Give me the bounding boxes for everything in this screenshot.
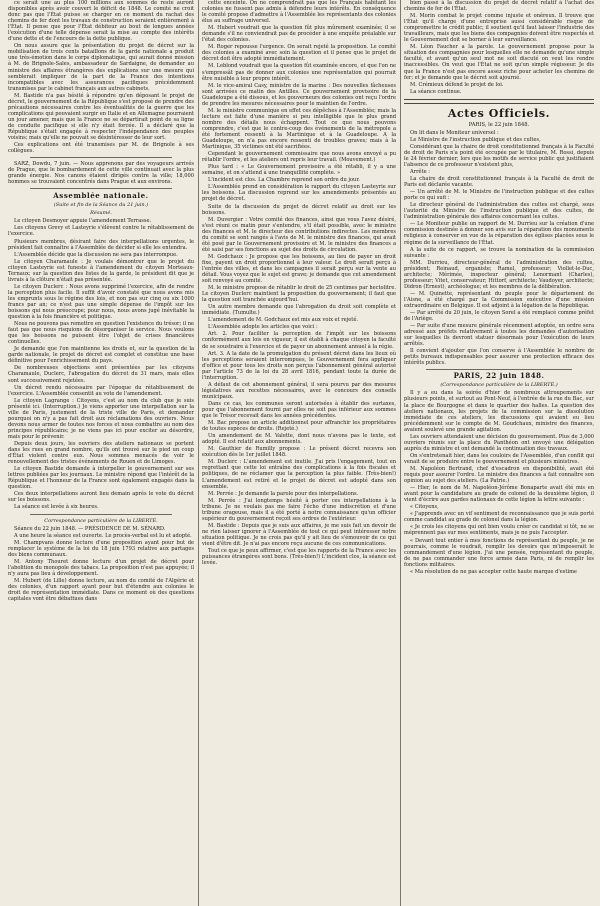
paragraph: Il y a eu dans la soirée d'hier de nombreux attroupements sur plusieurs points, et surtout au Pont-Neuf, à l'entrée de la rue du Bac, sur la place de Bourgogne et dans le quartier des halles. La question des ateliers nationaux, les projets de la commission sur la dissolution immédiate de ces ateliers, les discussions qui avaient eu lieu précédemment sur le compte de M. Goudchaux, ministre des finances, avaient soulevé une grande agitation.: [404, 390, 594, 433]
paragraph: M. le vice-amiral Casy, ministre de la marine : Des nouvelles fâcheuses sont arrivées ce matin des Antilles. Ce gouvernement provisoire de la Guadeloupe a été dissous, et les gouverneurs des colonies ont reçu l'ordre de prendre les mesures nécessaires pour le maintien de l'ordre.: [202, 82, 396, 107]
paragraph: M. Morin combat le projet comme injuste et onéreux. Il trouve que l'État qu'il charge d'une entreprise aussi considérable risque de compromettre le crédit public; il soutient qu'il faut laisser l'industrie des travailleurs, mais que les biens des compagnies doivent être respectés et le Gouvernement doit se borner à leur surveillance.: [404, 13, 594, 44]
paragraph: On nous assure que la présentation du projet de décret sur la mobilisation de trois cents bataillons de la garde nationale a produit une très-émotion dans le corps diplomatique, qui aurait donné mission à M. de Brignole-Sales, ambassadeur de Sardaigne, de demander au ministre des affaires étrangères des explications sur une mesure qui semblerait impliquer de la part de la France des intentions incompatibles avec les assurances pacifiques précédemment transmises par le cabinet français aux autres cabinets.: [8, 43, 194, 92]
paragraph: — M. Quinette, représentant du peuple pour le département de l'Aisne, a été chargé par la Commission exécutive d'une mission extraordinaire en Belgique. Il est adjoint à la légation de la République.: [404, 290, 594, 309]
paragraph: La séance continue.: [410, 88, 462, 95]
paragraph: — Hier, le nom de M. Napoléon-Jérôme Bonaparte avait été mis en avant pour la candidature au grade de colonel de la deuxième légion, il vient d'écrire aux gardes nationaux de cette légion la lettre suivante :: [404, 485, 594, 504]
paragraph: Je demande que l'on maintienne les droits et, sur la question de la garde nationale, le projet de décret est complet et constitue une base définitive pour l'enrichissement du pays.: [8, 346, 194, 365]
section-heading-actes: Actes Officiels.: [447, 106, 551, 120]
paragraph: M. le ministre communique en effet ces dépêches à l'Assemblée; mais la lecture est faite d'une manière si peu intelligible que le plus grand nombre des détails nous échappent. Tout ce que nous pouvons comprendre, c'est que le contre-coup des événements de la métropole a été fortement ressenti à la Martinique et à la Guadeloupe. A la Guadeloupe, on n'a pas encore ressenti de troubles graves; mais à la Martinique, 35 victimes ont été sacrifiées.: [202, 107, 396, 151]
paragraph: A la suite de ce rapport, se trouve la nomination de la commission suivante :: [404, 246, 594, 259]
paragraph: L'Assemblée adopte les articles que voici :: [208, 324, 318, 331]
paragraph: Art. 3. A la date de la promulgation du présent décret dans les lieux où les perceptions seraient interrompues, le Gouvernement fera appliquer d'office et pour tous les droits non perçus l'abonnement général autorisé par l'article 73 de la loi du 28 avril 1816, pendant toute la durée de l'interruption.: [202, 350, 396, 381]
paragraph: M. Napoléon Bertrand, chef d'escadron en disponibilité, avait été requis pour assurer l'ordre. Le ministre des finances a fait connaître son opinion au sujet des ateliers. (La Patrie.): [404, 466, 594, 485]
paragraph: Plusieurs membres, désirant faire des interpellations urgentes, le président fait connaître à l'Assemblée de décider si elle les entendra.: [8, 238, 194, 251]
paragraph: M. Leblond voudrait que la question fût examinée encore, et que l'on ne s'empressât pas de donner aux colonies une représentation qui pourrait être nuisible à leur propre intérêt.: [202, 63, 396, 82]
paragraph: « J'apprends avec un vif sentiment de reconnaissance que je suis porté comme candidat au grade de colonel dans la légion.: [404, 511, 594, 524]
column-right: [404, 0, 594, 906]
paragraph: M. le ministre propose de rétablir le droit de 25 centimes par hectolitre. Le citoyen Duclerc maintient la proposition du gouvernement; il faut que la question soit tranchée aujourd'hui.: [202, 285, 396, 304]
section-heading-assemblee: Assemblée nationale.: [53, 191, 149, 201]
paragraph: La séance est levée à six heures.: [14, 504, 99, 511]
section-subtitle: (Correspondance particulière de la LIBERTÉ.): [440, 382, 558, 389]
paragraph: Ces explications ont été transmises par M. de Brignole à ses collègues.: [8, 142, 194, 155]
paragraph: MM. Durrieu, directeur-général de l'administration des cultes, président; Reinaud, organiste; Ramel, professeur; Viollet-le-Duc, architecte; Mérimée, inspecteur général; Lenormant (Charles), professeur; Vitet, conservateur; Hittorf, architecte; Vaudoyer, architecte; Didron (Ernest), archéologue; et les membres de la délibération.: [404, 259, 594, 290]
paragraph: Le Ministre de l'instruction publique et des cultes,: [410, 136, 541, 143]
paragraph: Le citoyen Duclerc : Nous avons supprimé l'exercice, afin de rendre la perception plus facile. Il suffit d'avoir constaté que nous avons mis les emprunts sous le régime des lois, et non pas sur cinq ou six 1000 francs par an; ce n'est pas une simple dépense de l'impôt sur les boissons qui nous préoccupe; pour nous, nous avons jugé inévitable la question à la fois financière et politique.: [8, 283, 194, 321]
column-rule: [198, 0, 199, 906]
paragraph: M. Hubert (de Lille) donne lecture, au nom du comité de l'Algérie et des colonies, d'un rapport ayant pour but d'étendre aux colonies le droit de représentation immédiate. Dans ce moment où des questions capitales vont être débattues dans: [8, 577, 194, 603]
paragraph: Un décret rendu nécessaire par l'époque du rétablissement de l'exercice. L'Assemblée consentit au vote de l'amendement.: [8, 384, 194, 397]
paragraph: Les ouvriers attendaient une décision du gouvernement. Plus de 3,000 ouvriers réunis sur la place du Panthéon ont envoyé une délégation auprès du ministre et ont demandé la continuation des travaux.: [404, 433, 594, 452]
paragraph: bien passé à la discussion du projet de décret relatif à l'achat des chemins de fer de l'État.: [404, 0, 594, 13]
paragraph: Cependant le gouvernement commissaire que nous avons envoyé a pu rétablir l'ordre, et les ateliers ont repris leur travail. (Mouvement.): [202, 151, 396, 164]
paragraph: M. Champvans donne lecture d'une proposition ayant pour but de remplacer le système de la loi du 18 juin 1793 relative aux partages des biens communaux.: [8, 539, 194, 558]
paragraph: M. Antony Thouret donne lecture d'un projet de décret pour l'abolition du monopole des tabacs. La proposition n'est pas appuyée; il n'y aura pas lieu à développement.: [8, 558, 194, 577]
paragraph: cette enceinte. On ne comprendrait pas que les Français habitant les colonies ne fussent pas admis à défendre leurs intérêts. En conséquence le comité propose d'admettre à l'Assemblée les représentants des colonies élus au suffrage universel.: [202, 0, 396, 25]
paragraph: M. Godchaux : Je propose que les boissons, au lieu de payer un droit fixe, payent un droit proportionnel à leur valeur. Le droit serait perçu à l'entrée des villes, et dans les campagnes il serait perçu sur la vente au détail. Vous voyez que le sujet est grave; je demande que cet amendement soit renvoyé au comité.: [202, 253, 396, 285]
paragraph: — Un arrêté de M. le Ministre de l'instruction publique et des cultes porte ce qui suit :: [404, 189, 594, 202]
column-rule: [400, 0, 401, 906]
paragraph: Plus tard : « Le Gouvernement provisoire a été rétabli, il y a une semaine, et on s'attend à une tranquillité complète. »: [202, 164, 396, 177]
paragraph: M. Bastide n'a pas hésité à répondre qu'en déposant le projet de décret, le gouvernement de la République s'est proposé de prendre des précautions nécessaires contre les éventualités de la guerre que les complications qui pouvaient surgir en Italie et en Allemagne pourraient un jour amener, mais que la France ne se départirait point de sa ligne de conduite pacifique si elle n'y était forcée. Il a déclaré que la République s'était engagée à respecter l'indépendance des peuples voisins; mais qu'elle ne pouvait se désintéresser de leur sort.: [8, 92, 194, 142]
separator: [404, 99, 594, 104]
section-subtitle: Résumé.: [90, 210, 112, 217]
paragraph: Un autre membre demande que l'abrogation du droit soit complète et immédiate. (Tumulte.): [202, 304, 396, 317]
paragraph: M. Bastide : Depuis que je suis aux affaires, je me suis fait un devoir de ne rien laisser ignorer à l'Assemblée de tout ce qui peut intéresser notre situation politique. Je ne crois pas qu'il y ait lieu de s'émouvoir de ce qui vient d'être dit. Je n'ai pas encore reçu aucune de ces communications.: [202, 522, 396, 547]
paragraph: M. Roger repousse l'urgence. On serait rejeté la proposition. Le comité des colonies a examiné avec soin la question et il pense que le projet de décret doit être adopté immédiatement.: [202, 44, 396, 63]
paragraph: Le citoyen Charamaule : Je voulais démontrer que le projet du citoyen Lasteyrie est funeste à l'amendement du citoyen Morteaux-Ternaux; sur la question des listes de la garde, le président dit que je livrais à la clôture n'était pas présentée.: [8, 258, 194, 283]
paragraph: Arrête :: [410, 168, 430, 175]
paragraph: Ces deux interpellations auront lieu demain après le vote du décret sur les boissons.: [8, 491, 194, 504]
paragraph: « Citoyens,: [410, 504, 439, 511]
paragraph: A une heure la séance est ouverte. Le procès-verbal est lu et adopté.: [14, 532, 192, 539]
paragraph: M. Duclerc : L'amendement est inutile. J'ai pris l'engagement, tout en regrettant que cette loi entraîne des complications à la fois fiscales et politiques, de ne réclamer que la perception la plus faible. (Très-bien!) L'amendement est retiré et le projet de décret est adopté dans son ensemble.: [202, 459, 396, 490]
dateline: [404, 373, 594, 380]
paragraph: Un amendement de M. Valette, dont nous n'avons pas le texte, est adopté. Il est relatif aux abonnements.: [202, 433, 396, 446]
dateline: PARIS, le 22 juin 1848.: [468, 121, 530, 128]
paragraph: Le citoyen Lagrange : Citoyens, c'est au nom du club que je suis présenté ici. (Interruption.) Je viens apporter une interpellation sur la ville de Paris, justement de la triste ville de Paris, et demander pourquoi on n'y a pas fait droit aux réclamations des ouvriers. Nous devons nous armer de toutes nos forces et nous combattre au nom des principes républicains; je ne viens pas ici pour exciter au désordre, mais pour le prévenir.: [8, 397, 194, 440]
paragraph: M. Perrée : J'ai longtemps hésité à porter ces interpellations à la tribune. Je ne voulais pas me faire l'écho d'une indiscrétion et d'une tribune orageuse, mais il a été porté à notre connaissance qu'un officier supérieur du gouvernement reçoit ses ordres de l'extérieur.: [202, 497, 396, 522]
paragraph: L'incident est clos. La Chambre reprend son ordre du jour.: [208, 177, 360, 184]
paragraph: La chaire de droit constitutionnel français à la Faculté de droit de Paris est déclarée vacante.: [404, 176, 594, 189]
paragraph: « Ma résolution de ne pas accepter cette haute marque d'estime: [410, 568, 577, 575]
paragraph: A défaut de cet abonnement général, il sera pourvu par des mesures législatives aux recettes nécessaires, avec le concours des conseils municipaux.: [202, 381, 396, 400]
correspondence-heading: Correspondance particulière de la LIBERTÉ.: [44, 517, 158, 524]
separator: [30, 514, 172, 515]
paragraph: Le citoyen Bastide demande à interpeller le gouvernement sur ses lettres publiées par les journaux. Le ministre répond que l'intérêt de la République et l'honneur de la France sont également engagés dans la question.: [8, 466, 194, 491]
paragraph: M. Perrée : Je demande la parole pour des interpellations.: [208, 490, 359, 497]
paragraph: Les citoyens Grevy et Lasteyrie s'élèvent contre le rétablissement de l'exercice.: [8, 225, 194, 238]
paragraph: « Devant tout entier à mes fonctions de représentant du peuple, je ne pourrais, comme le voudrait, remplir les devoirs que m'imposerait le commandement d'une légion. J'ai une pensée, représentant du peuple, de ne pas commander une force armée dans Paris, ni de remplir les fonctions militaires.: [404, 537, 594, 568]
column-middle: [202, 0, 396, 906]
paragraph: M. Bac propose un article additionnel pour affranchir les propriétaires de toutes espèces de droits. (Rejeté.): [202, 420, 396, 433]
paragraph: Il convient d'ajouter que l'on conserve à l'Assemblée le nombre de petits bureaux indispensables pour assurer une protection efficace des intérêts publics.: [404, 348, 594, 367]
paragraph: De nombreuses objections sont présentées par les citoyens Charamaule, Duclerc, l'abrogation du décret du 31 mars, mais elles sont successivement rejetées.: [8, 365, 194, 384]
dateline-text: PARIS, 22 juin 1848.: [453, 371, 545, 381]
column-left: [8, 0, 194, 906]
section-subtitle: (Suite et fin de la Séance du 21 juin.): [53, 202, 149, 209]
paragraph: M. Duvergier : Votre comité des finances, ainsi que vous l'avez désiré, s'est réuni ce matin pour s'entendre, s'il était possible, avec le ministre des finances et M. le directeur des contributions indirectes. Les membres du comité se sont rangés à l'avis de M. le ministre des finances, qui avait été posé par le Gouvernement provisoire et M. le ministre des finances a été saisi par ses fonctions au sujet des droits de circulation.: [202, 216, 396, 253]
paragraph: — Par arrêté du 20 juin, le citoyen Sorel a été remplacé comme préfet de l'Ariège.: [404, 310, 594, 323]
paragraph: L'amendement de M. Godchaux est mis aux voix et rejeté.: [208, 317, 358, 324]
paragraph: M. Hubert voudrait que la question fût plus mûrement examinée; il se demande s'il ne conviendrait pas de procéder à une enquête préalable sur l'état des colonies.: [202, 25, 396, 44]
paragraph: Le citoyen Desmoyer appuie l'amendement Terrasse.: [14, 218, 152, 225]
paragraph: — Par suite d'une mesure générale récemment adoptée, un ordre sera adressé aux préfets relativement à toutes les demandes d'autorisation sur lesquelles ils devront statuer désormais pour l'exécution de leurs arrêtés.: [404, 323, 594, 348]
paragraph: M. Crémieux défend le projet de loi.: [410, 81, 504, 88]
paragraph: Le directeur général de l'administration des cultes est chargé, sous l'autorité du Ministre de l'instruction publique et des cultes, de l'administration générale des affaires concernant les cultes.: [404, 202, 594, 221]
separator: [426, 369, 572, 370]
paragraph: Art. 2. Pour faciliter la perception de l'impôt sur les boissons conformément aux lois en vigueur, il est établi à chaque citoyen la faculté de se soustraire à l'exercice et de payer un abonnement annuel à la régie.: [202, 331, 396, 350]
paragraph: On s'entretenait hier, dans les couloirs de l'Assemblée, d'un conflit qui venait de se produire entre le gouvernement et plusieurs ministres.: [404, 452, 594, 465]
paragraph: Considérant que la chaire de droit constitutionnel français à la Faculté de droit de Paris n'a point été occupée par le titulaire, M. Rossi, depuis le 24 février dernier; lors que les motifs de service public qui justifiaient l'absence de ce professeur n'existent plus,: [404, 143, 594, 168]
paragraph: M. Gauthier de Rumilly propose : Le présent décret recevra son exécution dès le 1er juillet 1848.: [202, 446, 396, 459]
paragraph: Suite de la discussion du projet de décret relatif au droit sur les boissons.: [202, 203, 396, 216]
paragraph: « Je crois les citoyens qui ont bien voulu créer ce candidat si tôt, ne se méprennent pas sur mes sentiments, mais je ne puis l'accepter.: [404, 524, 594, 537]
paragraph: L'Assemblée prend en considération le rapport du citoyen Lasteyrie sur les boissons. La discussion reprend sur les amendements présentés au projet de décret.: [202, 184, 396, 203]
paragraph: Tout ce que je peux affirmer, c'est que les rapports de la France avec les puissances étrangères sont bons. (Très-bien!) L'incident clos, la séance est levée.: [202, 548, 396, 567]
paragraph: — Le Moniteur publie un rapport de M. Durrieu sur la création d'une commission destinée à donner son avis sur la réparation des monuments religieux à conserver en vue de la réparation des églises placées sous le régime de la surveillance de l'État.: [404, 221, 594, 246]
separator: [30, 157, 172, 158]
paragraph: Séance du 22 juin 1848. — PRÉSIDENCE DE M. SÉNARD.: [14, 525, 166, 532]
paragraph: On lit dans le Moniteur universel :: [410, 129, 499, 136]
paragraph: L'Assemblée décide que la discussion ne sera pas interrompue.: [14, 251, 178, 258]
paragraph: Depuis deux jours, les ouvriers des ateliers nationaux se portent dans les rues en grand nombre, qu'ils ont trouvé sur le pied un coup d'État violent contre eux. Nous sommes menacés de voir le renouvellement des tristes événements de Rouen et de Limoges.: [8, 441, 194, 466]
paragraph: Dans ce cas, les communes seront autorisées à établir des surtaxes, pour que l'abonnement fourni par elles ne soit pas inférieur aux sommes que le Trésor recevait dans les années précédentes.: [202, 400, 396, 420]
paragraph: SARZ, Dowdu, 7 juin. — Nous apprenons par des voyageurs arrivés de Prague, que le bombardement de cette ville continuait avec la plus grande énergie. Nos canons étaient dirigés contre la ville; 18,000 hommes se trouvaient concentrés dans Prague et aux environs.: [8, 161, 194, 186]
paragraph: ce serait une au plus 100 millions aux sommes de reste auront disponibles après avoir couvert le déficit de 1848. Le comité ne croit donc pas que l'État puisse se charger en ce moment du rachat des chemins de fer dont les travaux de construction seraient entièrement à l'État. Il pense que pour l'État débiteur au bout de longues années l'exécution d'une telle dépense serait la mise au compte des intérêts d'une dette et de l'encours de la dette publique.: [8, 0, 194, 43]
paragraph: Nous ne pouvons pas remettre en question l'existence du trésor; il ne faut pas que nous risquions de désorganiser le service. Nous voulons que les boissons ne puissent être l'objet de crises financières continuelles.: [8, 321, 194, 346]
paragraph: M. Léon Faucher a la parole. Le gouvernement propose pour la situation des compagnies pour lesquelles elle ne demande qu'une simple faculté, et avant qu'un seul mot ne soit discuté on veut les rendre inaccessibles. On veut que l'État ne soit qu'un simple régisseur. Je dis que la France n'est pas encore assez riche pour acheter les chemins de fer; et je demande que le décret soit ajourné.: [404, 44, 594, 81]
separator: [30, 188, 172, 189]
